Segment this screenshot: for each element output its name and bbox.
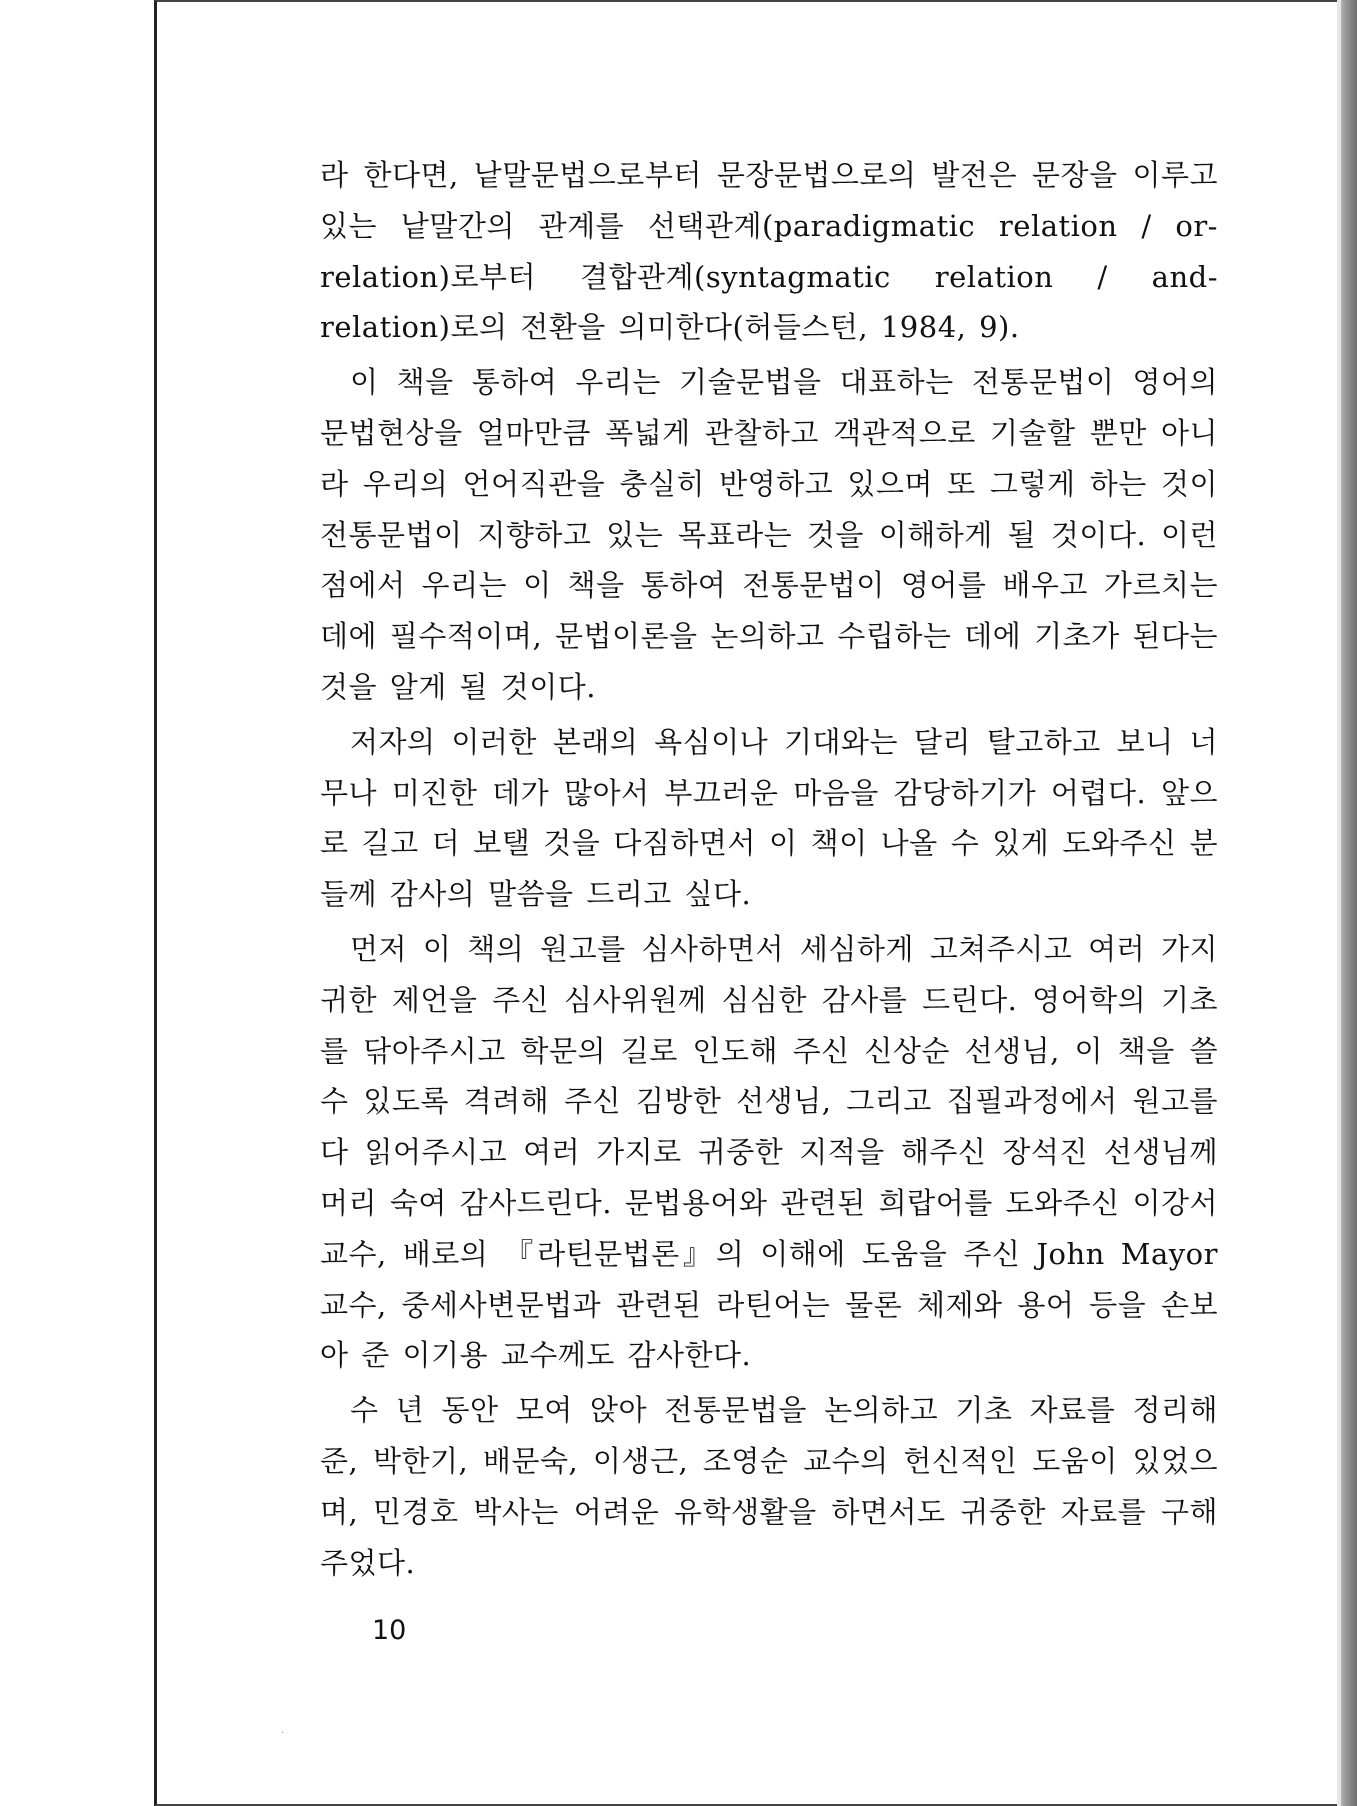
body-text [320, 150, 1218, 1592]
paragraph-2: 이 책을 통하여 우리는 기술문법을 대표하는 전통문법이 영어의 문법현상을 얼마만큼 폭넓게 관찰하고 객관적으로 기술할 뿐만 아니라 우리의 언어직관을 충실히 반영하고 있으며 또 그렇게 하는 것이 전통문법이 지향하고 있는 목표라는 것을 이해하게 될 것이다. 이런 점에서 우리는 이 책을 통하여 전통문법이 영어를 배우고 가르치는 데에 필수적이며, 문법이론을 논의하고 수립하는 데에 기초가 된다는 것을 알게 될 것이다. [320, 365, 1218, 704]
page-edge-shadow [1337, 0, 1357, 1806]
left-margin [0, 0, 152, 1806]
paragraph-1: 라 한다면, 낱말문법으로부터 문장문법으로의 발전은 문장을 이루고 있는 낱말간의 관계를 선택관계(paradigmatic relation / or-relation)로부터 결합관계(syntagmatic relation / and-relation)로의 전환을 의미한다(허들스턴, 1984, 9). [320, 158, 1218, 345]
paragraph-5: 수 년 동안 모여 앉아 전통문법을 논의하고 기초 자료를 정리해 준, 박한기, 배문숙, 이생근, 조영순 교수의 헌신적인 도움이 있었으며, 민경호 박사는 어려운 유학생활을 하면서도 귀중한 자료를 구해 주었다. [320, 1393, 1218, 1580]
paragraph-4: 먼저 이 책의 원고를 심사하면서 세심하게 고쳐주시고 여러 가지 귀한 제언을 주신 심사위원께 심심한 감사를 드린다. 영어학의 기초를 닦아주시고 학문의 길로 인도해 주신 신상순 선생님, 이 책을 쓸 수 있도록 격려해 주신 김방한 선생님, 그리고 집필과정에서 원고를 다 읽어주시고 여러 가지로 귀중한 지적을 해주신 장석진 선생님께 머리 숙여 감사드린다. 문법용어와 관련된 희랍어를 도와주신 이강서 교수, 배로의 『라틴문법론』의 이해에 도움을 주신 John Mayor 교수, 중세사변문법과 관련된 라틴어는 물론 체제와 용어 등을 손보아 준 이기용 교수께도 감사한다. [320, 931, 1218, 1373]
page-number: 10 [372, 1615, 407, 1646]
paragraph-3: 저자의 이러한 본래의 욕심이나 기대와는 달리 탈고하고 보니 너무나 미진한 데가 많아서 부끄러운 마음을 감당하기가 어렵다. 앞으로 길고 더 보탤 것을 다짐하면서 이 책이 나올 수 있게 도와주신 분들께 감사의 말씀을 드리고 싶다. [320, 724, 1218, 912]
scan-speck: · [281, 1728, 285, 1739]
